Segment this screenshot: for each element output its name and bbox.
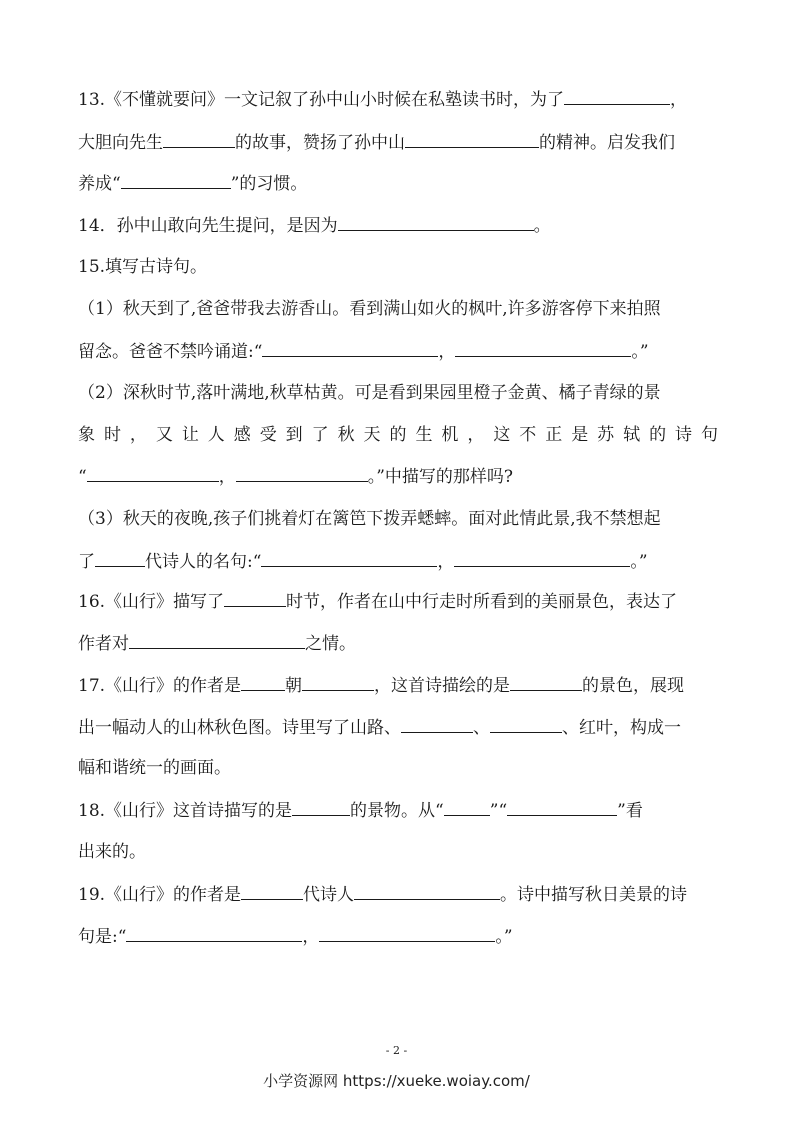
q14-line [78, 214, 551, 237]
answer-blank[interactable] [121, 172, 231, 189]
q18-line-1 [78, 799, 643, 822]
q16-text: 之情。 [305, 634, 356, 654]
answer-blank[interactable] [405, 131, 539, 148]
q15-text: ， [437, 552, 455, 572]
q14-text: 14．孙中山敢向先生提问，是因为 [78, 216, 338, 236]
q13-text: 养成“ [78, 174, 121, 194]
answer-blank[interactable] [319, 925, 495, 942]
q19-text: 19.《山行》的作者是 [78, 885, 242, 905]
q18-line-2 [78, 841, 146, 863]
q15-text: ， [218, 467, 236, 487]
answer-blank[interactable] [510, 674, 582, 691]
q18-text: 出来的。 [78, 842, 146, 862]
q17-text: 幅和谐统一的画面。 [78, 758, 231, 778]
q18-text: ”看 [617, 801, 643, 821]
q13-text: 大胆向先生 [78, 133, 163, 153]
q17-text: 朝 [285, 676, 303, 696]
answer-blank[interactable] [241, 674, 285, 691]
q16-text: 时节，作者在山中行走时所看到的美丽景色，表达了 [286, 592, 678, 612]
q15-title [78, 256, 207, 278]
q17-text: 、红叶，构成一 [562, 718, 681, 738]
q19-text: 句是:“ [78, 927, 127, 947]
q13-text: 的故事，赞扬了孙中山 [235, 133, 405, 153]
answer-blank[interactable] [401, 716, 473, 733]
q19-line-1 [78, 883, 687, 906]
q13-text: ”的习惯。 [230, 174, 308, 194]
footer-watermark[interactable]: 小学资源网 https://xueke.woiay.com/ [263, 1072, 530, 1090]
q17-text: ，这首诗描绘的是 [374, 676, 511, 696]
q15-text: 象时，又让人感受到了秋天的生机，这不正是苏轼的诗句 [78, 425, 718, 445]
q17-line-1 [78, 674, 684, 697]
answer-blank[interactable] [338, 214, 534, 231]
q19-line-2 [78, 925, 513, 948]
q15-text: （1）秋天到了,爸爸带我去游香山。看到满山如火的枫叶,许多游客停下来拍照 [78, 299, 661, 319]
q17-line-3 [78, 757, 231, 779]
answer-blank[interactable] [262, 340, 438, 357]
answer-blank[interactable] [129, 632, 305, 649]
q17-text: 的景色，展现 [582, 676, 685, 696]
q13-line-2 [78, 131, 675, 154]
answer-blank[interactable] [163, 131, 235, 148]
q13-text: ， [670, 90, 688, 110]
answer-blank[interactable] [354, 883, 500, 900]
answer-blank[interactable] [87, 465, 219, 482]
q15-text: 15.填写古诗句。 [78, 257, 208, 277]
answer-blank[interactable] [261, 550, 437, 567]
q17-text: 、 [473, 718, 490, 738]
q15-p2-line-2 [78, 424, 718, 446]
q15-text: 了 [78, 552, 95, 572]
q16-text: 16.《山行》描写了 [78, 592, 225, 612]
q15-p3-line-1 [78, 508, 661, 530]
q15-text: 。” [631, 342, 649, 362]
q15-p1-line-1 [78, 298, 661, 320]
q18-text: 18.《山行》这首诗描写的是 [78, 801, 293, 821]
q19-text: 。” [495, 927, 513, 947]
q13-line-3 [78, 172, 307, 195]
page-number: - 2 - [385, 1044, 408, 1057]
answer-blank[interactable] [444, 799, 490, 816]
q15-p2-line-3 [78, 465, 513, 488]
answer-blank[interactable] [224, 590, 286, 607]
q17-text: 出一幅动人的山林秋色图。诗里写了山路、 [78, 718, 401, 738]
q15-text: ， [438, 342, 456, 362]
q15-text: 。” [630, 552, 648, 572]
q15-text: 留念。爸爸不禁吟诵道:“ [78, 342, 263, 362]
q17-line-2 [78, 716, 681, 739]
q17-text: 17.《山行》的作者是 [78, 676, 242, 696]
q15-p3-line-2 [78, 550, 648, 573]
answer-blank[interactable] [564, 88, 670, 105]
q16-text: 作者对 [78, 634, 129, 654]
answer-blank[interactable] [241, 883, 303, 900]
q16-line-2 [78, 632, 356, 655]
q19-text: 。诗中描写秋日美景的诗 [500, 885, 688, 905]
answer-blank[interactable] [454, 550, 630, 567]
answer-blank[interactable] [507, 799, 617, 816]
q15-p1-line-2 [78, 340, 649, 363]
q14-text: 。 [533, 216, 551, 236]
answer-blank[interactable] [302, 674, 374, 691]
answer-blank[interactable] [126, 925, 302, 942]
q15-text: 。”中描写的那样吗? [367, 467, 514, 487]
q16-line-1 [78, 590, 677, 613]
q13-text: 13.《不懂就要问》一文记叙了孙中山小时候在私塾读书时，为了 [78, 90, 565, 110]
q15-text: （3）秋天的夜晚,孩子们挑着灯在篱笆下拨弄蟋蟀。面对此情此景,我不禁想起 [78, 509, 661, 529]
q19-text: 代诗人 [303, 885, 355, 905]
q18-text: 的景物。从“ [350, 801, 444, 821]
q15-text: 代诗人的名句:“ [145, 552, 262, 572]
q13-text: 的精神。启发我们 [539, 133, 675, 153]
q19-text: ， [302, 927, 320, 947]
answer-blank[interactable] [490, 716, 562, 733]
answer-blank[interactable] [292, 799, 350, 816]
q15-text: “ [78, 467, 87, 487]
answer-blank[interactable] [455, 340, 631, 357]
answer-blank[interactable] [95, 550, 145, 567]
answer-blank[interactable] [236, 465, 368, 482]
q13-line-1 [78, 88, 687, 111]
q18-text: ”“ [489, 801, 508, 821]
q15-p2-line-1 [78, 382, 661, 404]
q15-text: （2）深秋时节,落叶满地,秋草枯黄。可是看到果园里橙子金黄、橘子青绿的景 [78, 383, 661, 403]
